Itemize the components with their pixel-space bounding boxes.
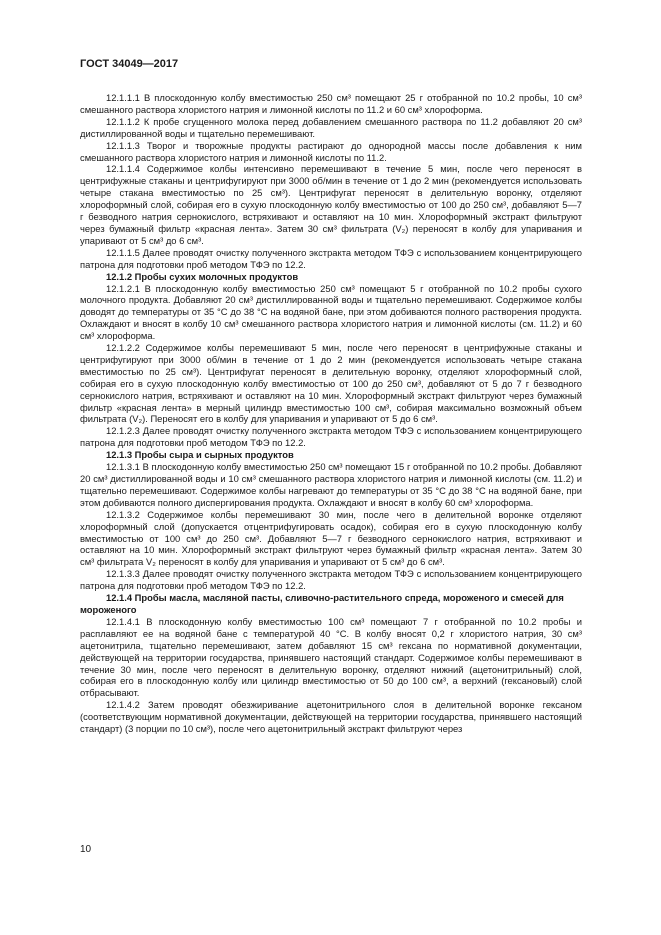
paragraph: 12.1.2.1 В плоскодонную колбу вместимостью 250 см³ помещают 5 г отобранной по 10.2 пробы сухого молочного продукта. Добавляют 20 см³ дистиллированной воды и тщательно перемешивают. Содержимое колбы доводят до температуры от 35 °C до 38 °C на водяной бане, при этом добиваются полного растворения продукта. Охлаждают и вносят в колбу 10 см³ смешанного раствора хлористого натрия и лимонной кислоты (см. 11.2) и 60 см³ хлороформа.: [80, 282, 582, 342]
paragraph: 12.1.2.2 Содержимое колбы перемешивают 5 мин, после чего переносят в центрифужные стаканы и центрифугируют при 3000 об/мин в течение от 1 до 2 мин (рекомендуется использовать четыре стакана вместимостью по 25 см³). Центрифугат переносят в делительную воронку, отделяют хлороформный слой, собирая его в сухую плоскодонную колбу вместимостью от 100 до 250 см³, добавляют от 5 до 7 г безводного сернокислого натрия, встряхивают и оставляют на 10 мин. Хлороформный экстракт фильтруют через бумажный фильтр «красная лента» в мерный цилиндр вместимостью 100 см³, собирая максимально возможный объем фильтрата (V₂). Переносят его в колбу для упаривания и упаривают от 5 до 6 см³.: [80, 342, 582, 425]
section-heading: 12.1.2 Пробы сухих молочных продуктов: [106, 270, 299, 282]
paragraph: 12.1.1.2 К пробе сгущенного молока перед добавлением смешанного раствора по 11.2 добавляют 20 см³ дистиллированной воды и тщательно перемешивают.: [80, 115, 582, 139]
paragraph: 12.1.1.3 Творог и творожные продукты растирают до однородной массы после добавления к ним смешанного раствора хлористого натрия и лимонной кислоты по 11.2.: [80, 139, 582, 163]
paragraph: 12.1.4.2 Затем проводят обезжиривание ацетонитрильного слоя в делительной воронке гексаном (соответствующим нормативной документации, действующей на территории государства, принявшего настоящий стандарт) (3 порции по 10 см³), после чего ацетонитрильный экстракт фильтруют через: [80, 699, 582, 735]
document-header: ГОСТ 34049—2017: [80, 58, 179, 70]
paragraph: 12.1.4.1 В плоскодонную колбу вместимостью 100 см³ помещают 7 г отобранной по 10.2 пробы и расплавляют ее на водяной бане с температурой 40 °C. В колбу вносят 0,2 г хлористого натрия, 30 см³ ацетонитрила, тщательно перемешивают, затем добавляют 15 см³ гексана по нормативной документации, действующей на территории государства, принявшего настоящий стандарт. Содержимое колбы перемешивают в течение 30 мин, после чего переносят в делительную воронку, отделяют нижний (ацетонитрильный) слой, собирая его в плоскодонную колбу или цилиндр вместимостью от 50 до 100 см³, а верхний (гексановый) слой отбрасывают.: [80, 615, 582, 699]
section-heading: 12.1.4 Пробы масла, масляной пасты, сливочно-растительного спреда, мороженого и смесей для мороженого: [80, 592, 564, 615]
paragraph: 12.1.1.5 Далее проводят очистку полученного экстракта методом ТФЭ с использованием концентрирующего патрона для подготовки проб методом ТФЭ по 12.2.: [80, 246, 582, 270]
paragraph: 12.1.3.3 Далее проводят очистку полученного экстракта методом ТФЭ с использованием концентрирующего патрона для подготовки проб методом ТФЭ по 12.2.: [80, 568, 582, 592]
paragraph: 12.1.2.3 Далее проводят очистку полученного экстракта методом ТФЭ с использованием концентрирующего патрона для подготовки проб методом ТФЭ по 12.2.: [80, 425, 582, 449]
paragraph: 12.1.1.1 В плоскодонную колбу вместимостью 250 см³ помещают 25 г отобранной по 10.2 пробы, 10 см³ смешанного раствора хлористого натрия и лимонной кислоты по 11.2 и 60 см³ хлороформа.: [80, 92, 582, 115]
paragraph: 12.1.1.4 Содержимое колбы интенсивно перемешивают в течение 5 мин, после чего переносят в центрифужные стаканы и центрифугируют при 3000 об/мин в течение от 1 до 2 мин (рекомендуется использовать четыре стакана вместимостью по 25 см³). Центрифугат переносят в делительную воронку, отделяют хлороформный слой, собирая его в сухую плоскодонную колбу вместимостью от 100 до 250 см³, добавляют 5—7 г безводного натрия сернокислого, встряхивают и оставляют на 10 мин. Хлороформный экстракт фильтруют через бумажный фильтр «красная лента». Затем 30 см³ фильтрата (V₂) переносят в колбу для упаривания и упаривают от 5 см³ до 6 см³.: [80, 163, 582, 246]
document-body: [80, 92, 582, 735]
section-heading: 12.1.3 Пробы сыра и сырных продуктов: [106, 449, 294, 461]
page-number: 10: [80, 844, 92, 855]
paragraph: 12.1.3.1 В плоскодонную колбу вместимостью 250 см³ помещают 15 г отобранной по 10.2 пробы. Добавляют 20 см³ дистиллированной воды и 10 см³ смешанного раствора хлористого натрия и лимонной кислоты (см. 11.2) и тщательно перемешивают. Содержимое колбы нагревают до температуры от 35 °C до 38 °C на водяной бане, при этом добиваются полного диспергирования продукта. Охлаждают и вносят в колбу 60 см³ хлороформа.: [80, 461, 582, 508]
paragraph: 12.1.3.2 Содержимое колбы перемешивают 30 мин, после чего в делительной воронке отделяют хлороформный слой (допускается отцентрифугировать осадок), собирая его в сухую плоскодонную колбу вместимостью от 100 см³ до 250 см³. Добавляют 5—7 г безводного сернокислого натрия, встряхивают и оставляют на 10 мин. Хлороформный экстракт фильтруют через бумажный фильтр «красная лента». Затем 30 см³ фильтрата V₂ переносят в колбу для упаривания и упаривают от 5 см³ до 6 см³.: [80, 508, 582, 568]
